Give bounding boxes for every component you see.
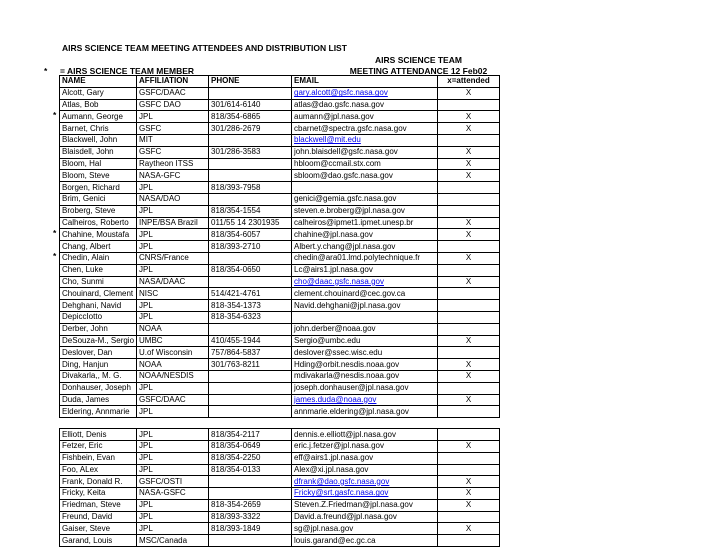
- name-cell: Barnet, Chris: [60, 123, 137, 135]
- name-cell: Garand, Louis: [60, 535, 137, 547]
- phone-cell: 301/286-3583: [209, 146, 292, 158]
- attended-cell: X: [438, 217, 500, 229]
- email-link[interactable]: gary.alcott@gsfc.nasa.gov: [294, 88, 388, 98]
- email-link[interactable]: dfrank@dao.gsfc.nasa.gov: [294, 476, 390, 486]
- phone-cell: 818/393-7958: [209, 182, 292, 194]
- email-cell: [292, 87, 438, 99]
- email-link[interactable]: cho@daac.gsfc.nasa.gov: [294, 276, 384, 286]
- table-row: [60, 252, 500, 264]
- email-link[interactable]: Fricky@srt.gasfc.nasa.gov: [294, 488, 389, 498]
- name-cell: Fricky, Keita: [60, 488, 137, 500]
- affiliation-cell: GSFC/DAAC: [137, 87, 209, 99]
- affiliation-cell: JPL: [137, 111, 209, 123]
- table-row: [60, 193, 500, 205]
- attended-cell: [438, 464, 500, 476]
- affiliation-cell: JPL: [137, 499, 209, 511]
- attended-cell: X: [438, 370, 500, 382]
- name-cell: Fishbein, Evan: [60, 452, 137, 464]
- table-row: [60, 123, 500, 135]
- phone-cell: [209, 170, 292, 182]
- affiliation-cell: JPL: [137, 452, 209, 464]
- attended-cell: [438, 205, 500, 217]
- email-cell: hbloom@ccmail.stx.com: [292, 158, 438, 170]
- column-header-email: EMAIL: [292, 76, 438, 88]
- phone-cell: [209, 323, 292, 335]
- phone-cell: 818-354-2659: [209, 499, 292, 511]
- phone-cell: 410/455-1944: [209, 335, 292, 347]
- table-row: [60, 370, 500, 382]
- affiliation-cell: NISC: [137, 288, 209, 300]
- attended-cell: [438, 182, 500, 194]
- name-cell: Atlas, Bob: [60, 99, 137, 111]
- column-header-affiliation: AFFILIATION: [137, 76, 209, 88]
- email-cell: Steven.Z.Friedman@jpl.nasa.gov: [292, 499, 438, 511]
- table-row: [60, 99, 500, 111]
- phone-cell: 818/354-0650: [209, 264, 292, 276]
- attended-cell: [438, 452, 500, 464]
- phone-cell: 818/393-3322: [209, 511, 292, 523]
- column-header-name: NAME: [60, 76, 137, 88]
- phone-cell: [209, 193, 292, 205]
- name-cell: DepiccIotto: [60, 311, 137, 323]
- email-cell: calheiros@ipmet1.ipmet.unesp.br: [292, 217, 438, 229]
- table-row: [60, 335, 500, 347]
- name-cell: Eldering, Annmarie: [60, 406, 137, 418]
- email-cell: dennis.e.elliott@jpl.nasa.gov: [292, 429, 438, 441]
- name-cell: Divakarla,, M. G.: [60, 370, 137, 382]
- phone-cell: [209, 276, 292, 288]
- email-cell: sbloom@dao.gsfc.nasa.gov: [292, 170, 438, 182]
- email-cell: sg@jpl.nasa.gov: [292, 523, 438, 535]
- attended-cell: X: [438, 123, 500, 135]
- attended-cell: [438, 288, 500, 300]
- attendance-header-line1: AIRS SCIENCE TEAM: [375, 55, 462, 65]
- table-row: [60, 300, 500, 312]
- name-cell: Broberg, Steve: [60, 205, 137, 217]
- affiliation-cell: MIT: [137, 134, 209, 146]
- email-cell: chahine@jpl.nasa.gov: [292, 229, 438, 241]
- email-cell: [292, 476, 438, 488]
- affiliation-cell: GSFC/DAAC: [137, 394, 209, 406]
- table-row: [60, 535, 500, 547]
- email-cell: aumann@jpl.nasa.gov: [292, 111, 438, 123]
- affiliation-cell: JPL: [137, 511, 209, 523]
- attended-cell: [438, 323, 500, 335]
- email-cell: mdivakarla@nesdis.noaa.gov: [292, 370, 438, 382]
- name-cell: Donhauser, Joseph: [60, 382, 137, 394]
- name-cell: Aumann, George: [60, 111, 137, 123]
- affiliation-cell: JPL: [137, 464, 209, 476]
- table-row: [60, 311, 500, 323]
- phone-cell: [209, 476, 292, 488]
- attendance-header-line2: MEETING ATTENDANCE 12 Feb02: [349, 66, 488, 76]
- name-cell: Bloom, Hal: [60, 158, 137, 170]
- name-cell: Derber, John: [60, 323, 137, 335]
- affiliation-cell: NOAA: [137, 323, 209, 335]
- email-cell: steven.e.broberg@jpl.nasa.gov: [292, 205, 438, 217]
- name-cell: Cho, Sunmi: [60, 276, 137, 288]
- table-row: [60, 217, 500, 229]
- affiliation-cell: Raytheon ITSS: [137, 158, 209, 170]
- email-cell: [292, 276, 438, 288]
- phone-cell: 818/354-6057: [209, 229, 292, 241]
- table-row: [60, 523, 500, 535]
- phone-cell: [209, 488, 292, 500]
- phone-cell: 301/614-6140: [209, 99, 292, 111]
- email-cell: cbarnet@spectra.gsfc.nasa.gov: [292, 123, 438, 135]
- name-cell: Deslover, Dan: [60, 347, 137, 359]
- email-cell: [292, 394, 438, 406]
- phone-cell: 818/354-2250: [209, 452, 292, 464]
- attended-cell: X: [438, 146, 500, 158]
- email-cell: genici@gemia.gsfc.nasa.gov: [292, 193, 438, 205]
- table-row: [60, 476, 500, 488]
- name-cell: DeSouza-M., Sergio: [60, 335, 137, 347]
- affiliation-cell: JPL: [137, 382, 209, 394]
- spacer-cell: [209, 418, 292, 429]
- table-row: [60, 452, 500, 464]
- attended-cell: X: [438, 335, 500, 347]
- phone-cell: 818-354-1373: [209, 300, 292, 312]
- attended-cell: [438, 382, 500, 394]
- email-cell: [292, 488, 438, 500]
- email-cell: Alex@xi.jpl.nasa.gov: [292, 464, 438, 476]
- attended-cell: X: [438, 158, 500, 170]
- attended-cell: [438, 535, 500, 547]
- attended-cell: X: [438, 359, 500, 371]
- email-link[interactable]: blackwell@mit.edu: [294, 135, 361, 145]
- attended-cell: [438, 300, 500, 312]
- email-cell: louis.garand@ec.gc.ca: [292, 535, 438, 547]
- spacer-cell: [137, 418, 209, 429]
- name-cell: Ding, Hanjun: [60, 359, 137, 371]
- email-cell: Sergio@umbc.edu: [292, 335, 438, 347]
- phone-cell: 301/763-8211: [209, 359, 292, 371]
- name-cell: Brim, Genici: [60, 193, 137, 205]
- table-row: [60, 359, 500, 371]
- email-cell: eff@airs1.jpl.nasa.gov: [292, 452, 438, 464]
- affiliation-cell: CNRS/France: [137, 252, 209, 264]
- name-cell: Chahine, Moustafa: [60, 229, 137, 241]
- team-member-star: *: [53, 109, 57, 120]
- email-cell: john.derber@noaa.gov: [292, 323, 438, 335]
- email-cell: David.a.freund@jpl.nasa.gov: [292, 511, 438, 523]
- spacer-cell: [438, 418, 500, 429]
- email-cell: joseph.donhauser@jpl.nasa.gov: [292, 382, 438, 394]
- affiliation-cell: JPL: [137, 406, 209, 418]
- name-cell: Foo, ALex: [60, 464, 137, 476]
- name-cell: Duda, James: [60, 394, 137, 406]
- affiliation-cell: JPL: [137, 264, 209, 276]
- affiliation-cell: JPL: [137, 205, 209, 217]
- table-row: [60, 288, 500, 300]
- phone-cell: 514/421-4761: [209, 288, 292, 300]
- phone-cell: [209, 87, 292, 99]
- affiliation-cell: NOAA: [137, 359, 209, 371]
- table-row: [60, 464, 500, 476]
- spacer-cell: [60, 418, 137, 429]
- table-row: [60, 241, 500, 253]
- attended-cell: [438, 347, 500, 359]
- phone-cell: [209, 370, 292, 382]
- affiliation-cell: JPL: [137, 440, 209, 452]
- table-row: [60, 511, 500, 523]
- affiliation-cell: NOAA/NESDIS: [137, 370, 209, 382]
- table-row: [60, 87, 500, 99]
- phone-cell: [209, 406, 292, 418]
- table-row: [60, 406, 500, 418]
- affiliation-cell: INPE/BSA Brazil: [137, 217, 209, 229]
- attended-cell: [438, 429, 500, 441]
- phone-cell: 818-354-6323: [209, 311, 292, 323]
- email-cell: [292, 182, 438, 194]
- name-cell: Blaisdell, John: [60, 146, 137, 158]
- email-cell: john.blaisdell@gsfc.nasa.gov: [292, 146, 438, 158]
- attended-cell: [438, 134, 500, 146]
- affiliation-cell: NASA/DAO: [137, 193, 209, 205]
- email-cell: [292, 311, 438, 323]
- name-cell: Bloom, Steve: [60, 170, 137, 182]
- name-cell: Friedman, Steve: [60, 499, 137, 511]
- affiliation-cell: GSFC: [137, 146, 209, 158]
- email-cell: deslover@ssec.wisc.edu: [292, 347, 438, 359]
- affiliation-cell: GSFC/OSTI: [137, 476, 209, 488]
- attended-cell: [438, 193, 500, 205]
- phone-cell: [209, 252, 292, 264]
- table-row: [60, 440, 500, 452]
- affiliation-cell: GSFC DAO: [137, 99, 209, 111]
- phone-cell: [209, 134, 292, 146]
- name-cell: Fetzer, Eric: [60, 440, 137, 452]
- attended-cell: X: [438, 276, 500, 288]
- email-cell: [292, 134, 438, 146]
- column-header-attended: x=attended: [438, 76, 500, 88]
- team-member-star: *: [53, 251, 57, 262]
- email-cell: Lc@airs1.jpl.nasa.gov: [292, 264, 438, 276]
- table-row: [60, 170, 500, 182]
- attended-cell: [438, 311, 500, 323]
- affiliation-cell: JPL: [137, 429, 209, 441]
- attended-cell: X: [438, 499, 500, 511]
- phone-cell: 011/55 14 2301935: [209, 217, 292, 229]
- table-row: [60, 182, 500, 194]
- name-cell: Dehghani, Navid: [60, 300, 137, 312]
- table-row: [60, 382, 500, 394]
- affiliation-cell: NASA-GSFC: [137, 488, 209, 500]
- name-cell: Chedin, Alain: [60, 252, 137, 264]
- table-spacer-row: [60, 418, 500, 429]
- table-row: [60, 429, 500, 441]
- email-cell: clement.chouinard@cec.gov.ca: [292, 288, 438, 300]
- affiliation-cell: MSC/Canada: [137, 535, 209, 547]
- table-row: [60, 158, 500, 170]
- phone-cell: [209, 535, 292, 547]
- table-header-row: [60, 76, 500, 88]
- phone-cell: 818/354-2117: [209, 429, 292, 441]
- email-cell: annmarie.eldering@jpl.nasa.gov: [292, 406, 438, 418]
- email-cell: chedin@ara01.lmd.polytechnique.fr: [292, 252, 438, 264]
- attended-cell: X: [438, 170, 500, 182]
- affiliation-cell: NASA-GFC: [137, 170, 209, 182]
- phone-cell: 757/864-5837: [209, 347, 292, 359]
- affiliation-cell: JPL: [137, 300, 209, 312]
- phone-cell: 818/354-1554: [209, 205, 292, 217]
- table-row: [60, 146, 500, 158]
- email-cell: Hding@orbit.nesdis.noaa.gov: [292, 359, 438, 371]
- attended-cell: X: [438, 229, 500, 241]
- attended-cell: X: [438, 111, 500, 123]
- name-cell: Chang, Albert: [60, 241, 137, 253]
- attended-cell: X: [438, 476, 500, 488]
- name-cell: Alcott, Gary: [60, 87, 137, 99]
- affiliation-cell: JPL: [137, 182, 209, 194]
- table-row: [60, 323, 500, 335]
- table-row: [60, 264, 500, 276]
- phone-cell: [209, 394, 292, 406]
- email-link[interactable]: james.duda@noaa.gov: [294, 394, 377, 404]
- attendees-table: [59, 75, 500, 547]
- attended-cell: [438, 264, 500, 276]
- attended-cell: [438, 99, 500, 111]
- name-cell: Chouinard, Clement: [60, 288, 137, 300]
- team-member-star: *: [53, 227, 57, 238]
- attended-cell: X: [438, 523, 500, 535]
- phone-cell: 301/286-2679: [209, 123, 292, 135]
- phone-cell: 818/354-6865: [209, 111, 292, 123]
- attended-cell: X: [438, 488, 500, 500]
- email-cell: Albert.y.chang@jpl.nasa.gov: [292, 241, 438, 253]
- affiliation-cell: NASA/DAAC: [137, 276, 209, 288]
- name-cell: Elliott, Denis: [60, 429, 137, 441]
- affiliation-cell: JPL: [137, 241, 209, 253]
- affiliation-cell: U.of Wisconsin: [137, 347, 209, 359]
- affiliation-cell: UMBC: [137, 335, 209, 347]
- name-cell: Chen, Luke: [60, 264, 137, 276]
- legend-text: = AIRS SCIENCE TEAM MEMBER: [60, 66, 195, 76]
- phone-cell: [209, 158, 292, 170]
- table-row: [60, 394, 500, 406]
- attended-cell: X: [438, 87, 500, 99]
- table-row: [60, 205, 500, 217]
- table-row: [60, 499, 500, 511]
- affiliation-cell: JPL: [137, 229, 209, 241]
- name-cell: Freund, David: [60, 511, 137, 523]
- document-title: AIRS SCIENCE TEAM MEETING ATTENDEES AND DISTRIBUTION LIST: [62, 43, 347, 53]
- phone-cell: [209, 382, 292, 394]
- phone-cell: 818/354-0133: [209, 464, 292, 476]
- table-row: [60, 488, 500, 500]
- attended-cell: X: [438, 394, 500, 406]
- name-cell: Gaiser, Steve: [60, 523, 137, 535]
- name-cell: Calheiros, Roberto: [60, 217, 137, 229]
- affiliation-cell: JPL: [137, 523, 209, 535]
- email-cell: atlas@dao.gsfc.nasa.gov: [292, 99, 438, 111]
- name-cell: Borgen, Richard: [60, 182, 137, 194]
- table-row: [60, 229, 500, 241]
- table-row: [60, 134, 500, 146]
- table-row: [60, 347, 500, 359]
- attended-cell: [438, 241, 500, 253]
- attended-cell: X: [438, 252, 500, 264]
- phone-cell: 818/354-0649: [209, 440, 292, 452]
- phone-cell: 818/393-2710: [209, 241, 292, 253]
- email-cell: eric.j.fetzer@jpl.nasa.gov: [292, 440, 438, 452]
- column-header-phone: PHONE: [209, 76, 292, 88]
- legend-star: *: [44, 66, 48, 76]
- name-cell: Blackwell, John: [60, 134, 137, 146]
- affiliation-cell: JPL: [137, 311, 209, 323]
- attended-cell: [438, 406, 500, 418]
- attended-cell: X: [438, 440, 500, 452]
- table-row: [60, 276, 500, 288]
- attended-cell: [438, 511, 500, 523]
- spacer-cell: [292, 418, 438, 429]
- table-row: [60, 111, 500, 123]
- name-cell: Frank, Donald R.: [60, 476, 137, 488]
- affiliation-cell: GSFC: [137, 123, 209, 135]
- phone-cell: 818/393-1849: [209, 523, 292, 535]
- email-cell: Navid.dehghani@jpl.nasa.gov: [292, 300, 438, 312]
